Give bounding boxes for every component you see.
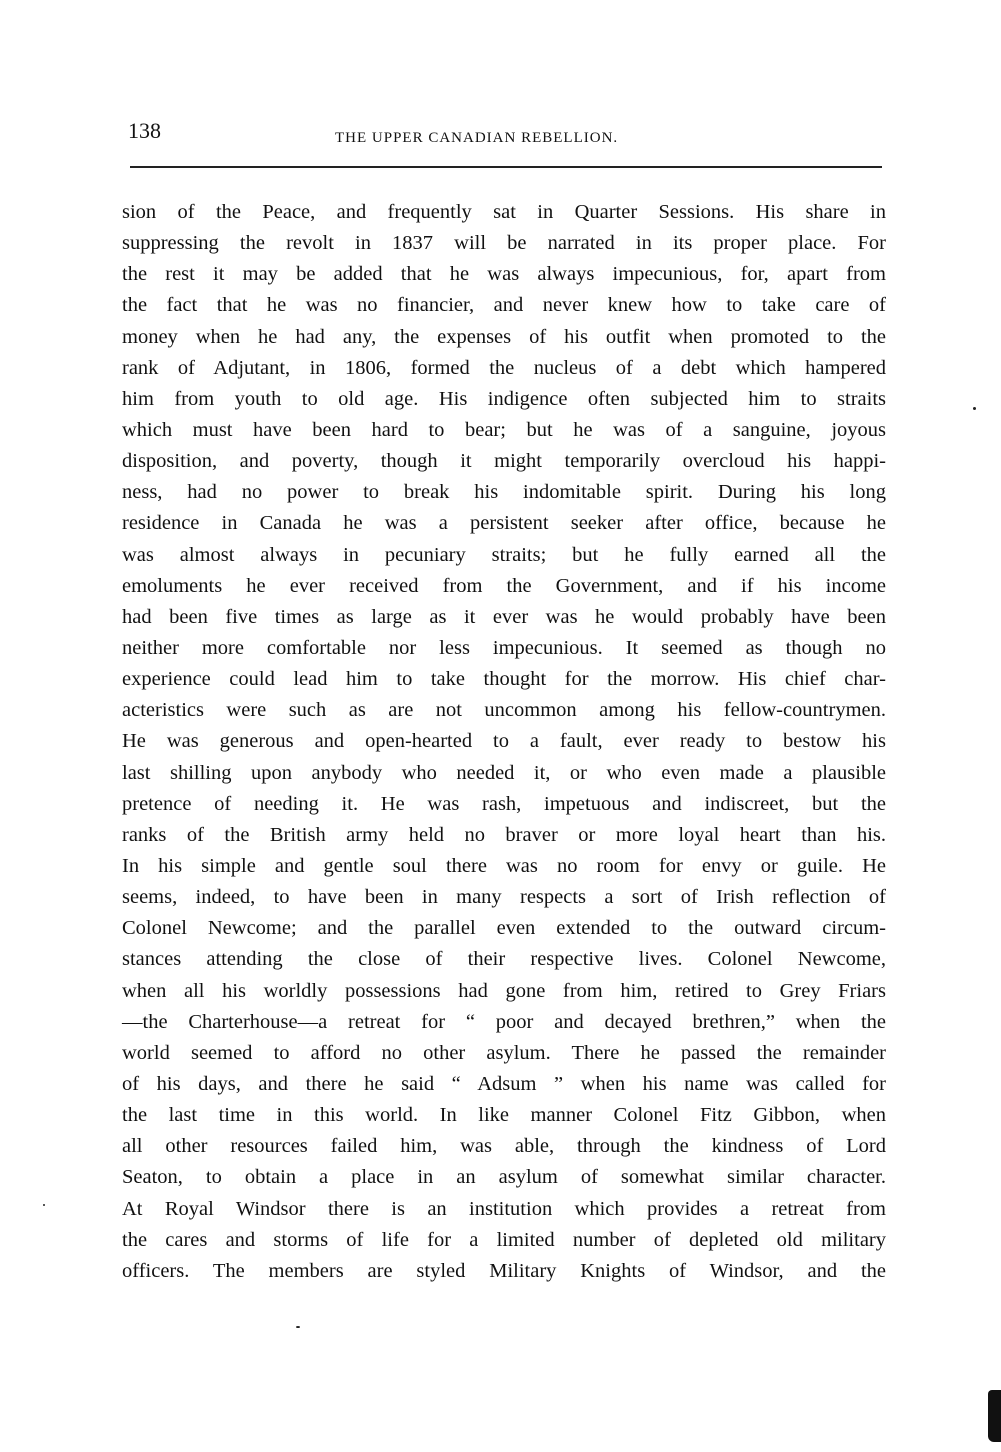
text-line: ranks of the British army held no braver or more loyal heart than his. (122, 823, 886, 846)
text-line: pretence of needing it. He was rash, impetuous and indiscreet, but the (122, 792, 886, 815)
text-line: experience could lead him to take thought for the morrow. His chief char- (122, 668, 886, 691)
text-line: He was generous and open-hearted to a fault, ever ready to bestow his (122, 730, 886, 753)
text-line: all other resources failed him, was able, through the kindness of Lord (122, 1135, 886, 1158)
text-line: of his days, and there he said “ Adsum ” when his name was called for (122, 1072, 886, 1095)
text-line: had been five times as large as it ever was he would probably have been (122, 605, 886, 628)
ink-speck (43, 1204, 45, 1206)
text-line: suppressing the revolt in 1837 will be narrated in its proper place. For (122, 232, 886, 255)
text-line: seems, indeed, to have been in many respects a sort of Irish reflection of (122, 886, 886, 909)
header-rule (130, 166, 882, 168)
text-line: rank of Adjutant, in 1806, formed the nucleus of a debt which hampered (122, 356, 886, 379)
text-line: last shilling upon anybody who needed it, or who even made a plausible (122, 761, 886, 784)
running-title: THE UPPER CANADIAN REBELLION. (335, 130, 619, 146)
text-line: emoluments he ever received from the Government, and if his income (122, 574, 886, 597)
text-line: Colonel Newcome; and the parallel even extended to the outward circum- (122, 917, 886, 940)
text-line: disposition, and poverty, though it might temporarily overcloud his happi- (122, 450, 886, 473)
text-line: stances attending the close of their respective lives. Colonel Newcome, (122, 948, 886, 971)
text-line: officers. The members are styled Military Knights of Windsor, and the (122, 1259, 886, 1282)
text-line: world seemed to afford no other asylum. There he passed the remainder (122, 1041, 886, 1064)
text-line: which must have been hard to bear; but he was of a sanguine, joyous (122, 418, 886, 441)
scan-edge-mark (988, 1390, 1001, 1442)
text-line: money when he had any, the expenses of his outfit when promoted to the (122, 325, 886, 348)
text-line: —the Charterhouse—a retreat for “ poor and decayed brethren,” when the (122, 1010, 886, 1033)
text-line: Seaton, to obtain a place in an asylum of somewhat similar character. (122, 1166, 886, 1189)
page-number: 138 (128, 118, 161, 143)
text-line: acteristics were such as are not uncommon among his fellow-countrymen. (122, 699, 886, 722)
text-line: the rest it may be added that he was always impecunious, for, apart from (122, 263, 886, 286)
text-line: neither more comfortable nor less impecunious. It seemed as though no (122, 636, 886, 659)
text-line: residence in Canada he was a persistent seeker after office, because he (122, 512, 886, 535)
text-line: when all his worldly possessions had gone from him, retired to Grey Friars (122, 979, 886, 1002)
text-line: sion of the Peace, and frequently sat in Quarter Sessions. His share in (122, 201, 886, 223)
text-line: him from youth to old age. His indigence often subjected him to straits (122, 387, 886, 410)
body-text (122, 197, 886, 1287)
text-line: was almost always in pecuniary straits; but he fully earned all the (122, 543, 886, 566)
text-line: In his simple and gentle soul there was no room for envy or guile. He (122, 854, 886, 877)
ink-speck (973, 407, 976, 410)
text-line: the cares and storms of life for a limited number of depleted old military (122, 1228, 886, 1251)
ink-speck (296, 1326, 300, 1328)
text-line: the last time in this world. In like manner Colonel Fitz Gibbon, when (122, 1104, 886, 1127)
text-line: ness, had no power to break his indomitable spirit. During his long (122, 481, 886, 504)
text-line: the fact that he was no financier, and never knew how to take care of (122, 294, 886, 317)
text-line: At Royal Windsor there is an institution which provides a retreat from (122, 1197, 886, 1220)
